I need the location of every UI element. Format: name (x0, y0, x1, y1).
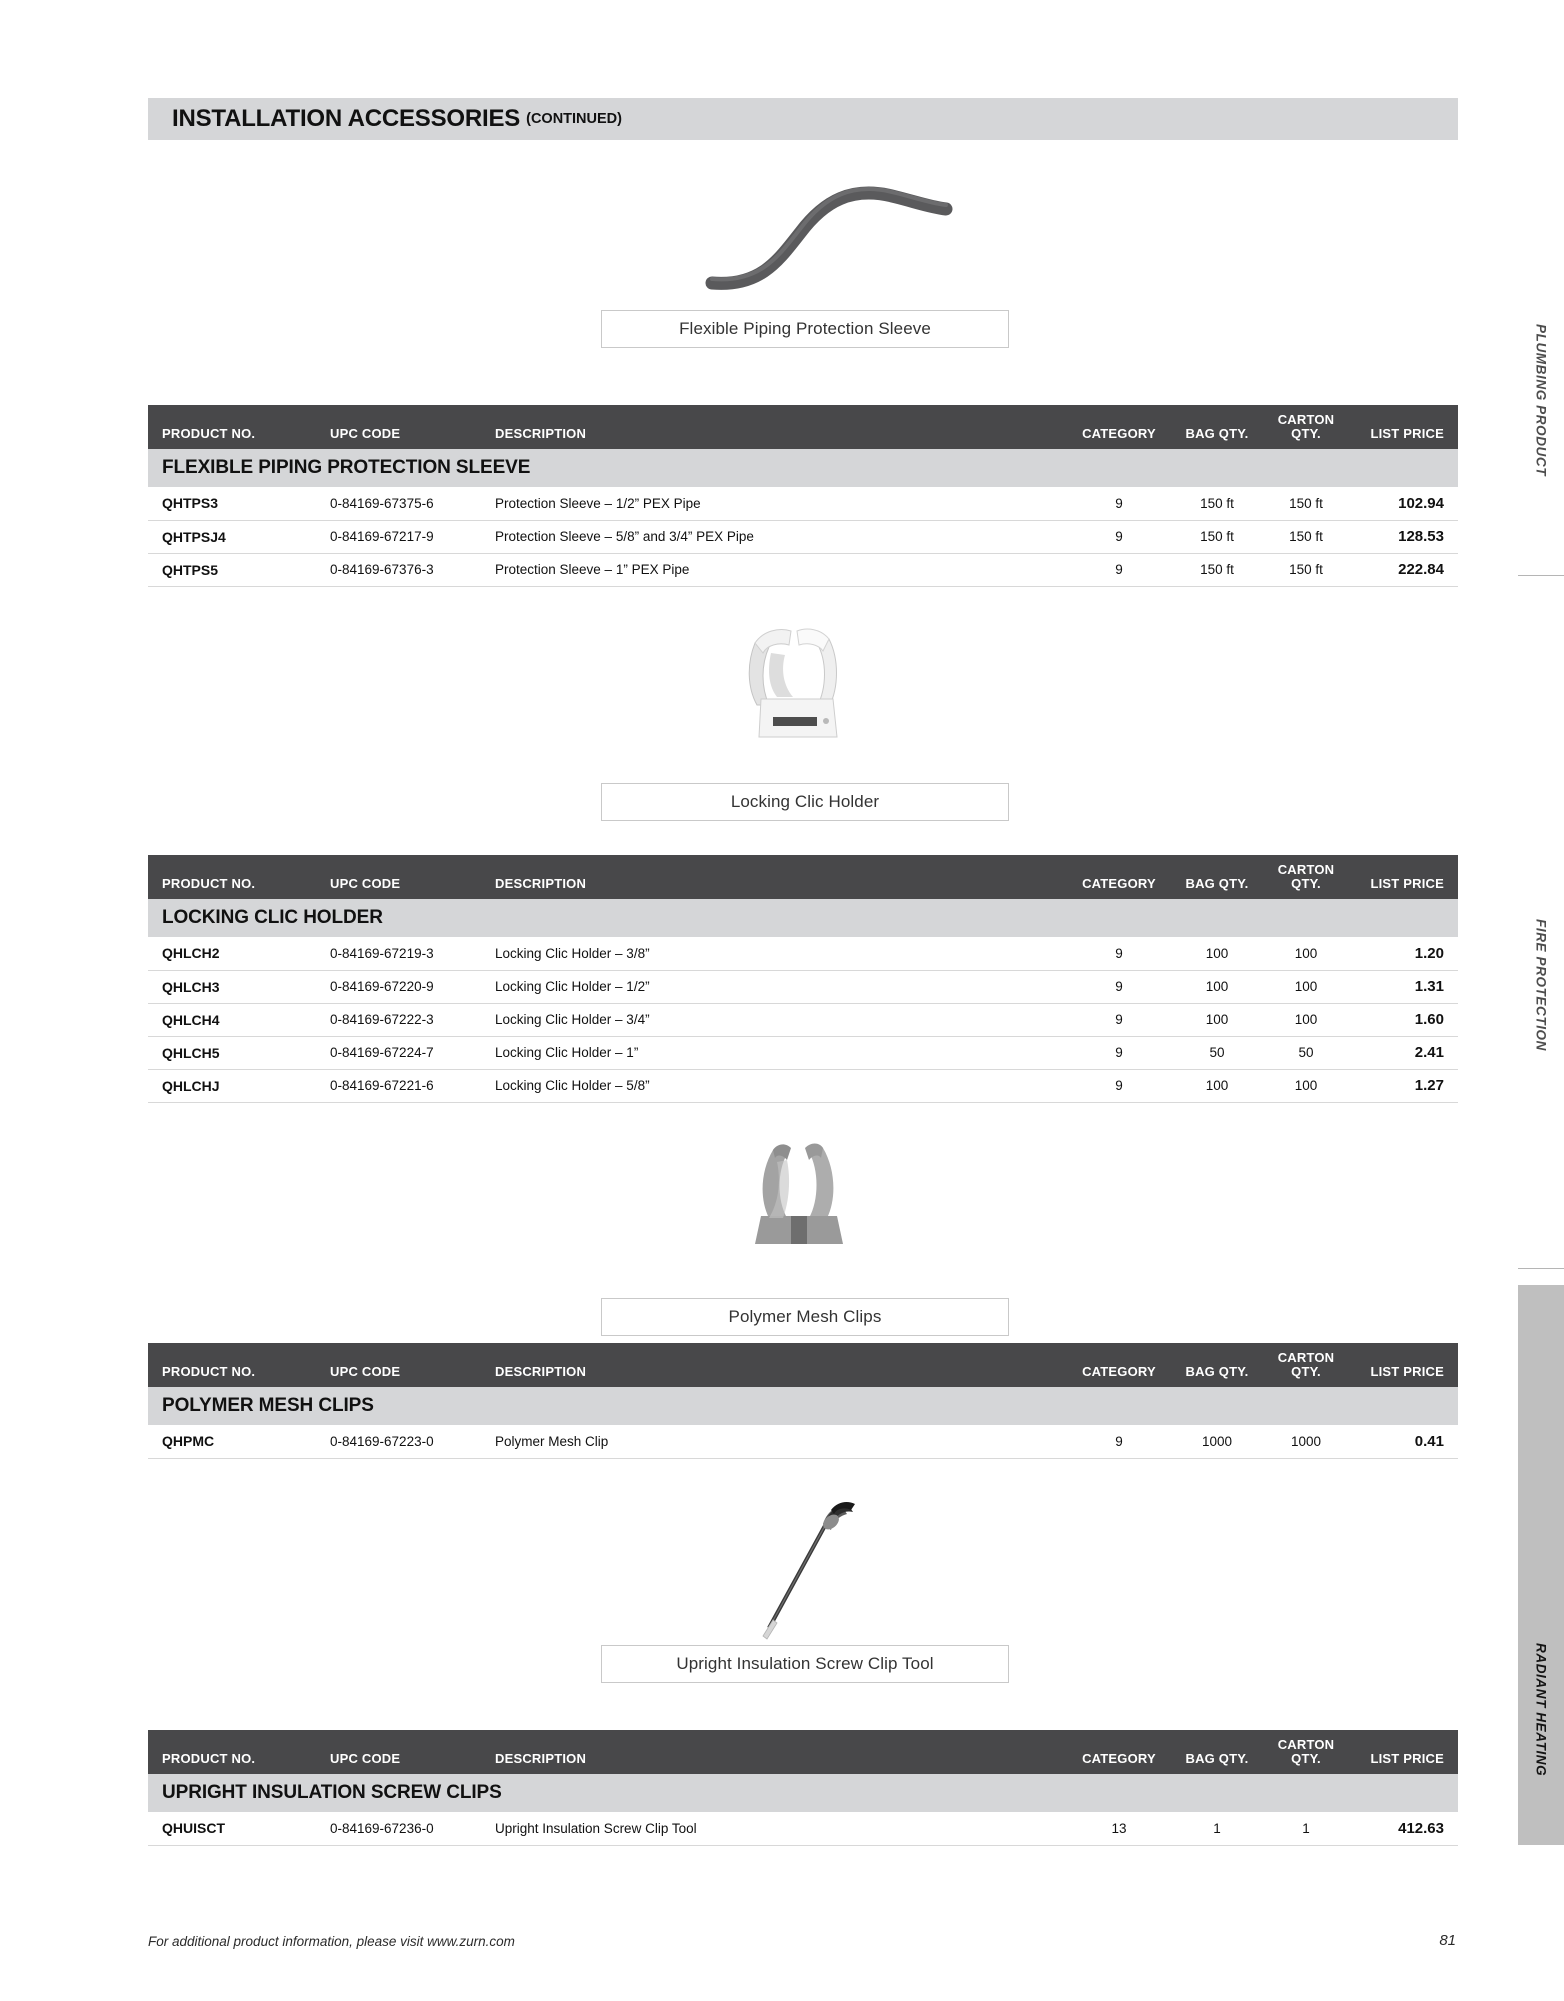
side-tab-divider (1518, 1268, 1564, 1269)
table-row[interactable] (148, 1812, 1458, 1845)
side-tab-label: PLUMBING PRODUCT (1533, 323, 1549, 477)
table-flexible-piping-protection-sleeve (148, 405, 1458, 587)
cell-product-no: QHLCH4 (148, 1003, 330, 1036)
cell-category: 9 (1065, 970, 1173, 1003)
col-product-no: PRODUCT NO. (148, 1343, 330, 1387)
side-tab-plumbing-product[interactable] (1518, 300, 1564, 500)
cell-bag-qty: 150 ft (1173, 553, 1261, 586)
table-row[interactable] (148, 1069, 1458, 1102)
cell-list-price: 102.94 (1351, 487, 1458, 520)
table-upright-insulation-screw-clips (148, 1730, 1458, 1846)
cell-description: Locking Clic Holder – 5/8” (495, 1069, 1065, 1102)
side-tab-rail (1496, 0, 1564, 2001)
cell-list-price: 128.53 (1351, 520, 1458, 553)
side-tab-fire-protection[interactable] (1518, 895, 1564, 1075)
cell-category: 9 (1065, 1069, 1173, 1102)
table-group-row (148, 899, 1458, 937)
cell-product-no: QHLCH3 (148, 970, 330, 1003)
table-row[interactable] (148, 520, 1458, 553)
cell-carton-qty: 150 ft (1261, 520, 1351, 553)
col-category: CATEGORY (1065, 1343, 1173, 1387)
table-group-row (148, 1774, 1458, 1812)
cell-carton-qty: 100 (1261, 1003, 1351, 1036)
figure-caption-box (601, 783, 1009, 821)
col-description: DESCRIPTION (495, 1343, 1065, 1387)
cell-description: Upright Insulation Screw Clip Tool (495, 1812, 1065, 1845)
col-upc-code: UPC CODE (330, 1730, 495, 1774)
cell-bag-qty: 100 (1173, 1003, 1261, 1036)
col-list-price: LIST PRICE (1351, 1343, 1458, 1387)
group-title: UPRIGHT INSULATION SCREW CLIPS (148, 1774, 1458, 1812)
cell-bag-qty: 1000 (1173, 1425, 1261, 1458)
cell-upc: 0-84169-67221-6 (330, 1069, 495, 1102)
cell-category: 13 (1065, 1812, 1173, 1845)
cell-bag-qty: 100 (1173, 1069, 1261, 1102)
table-group-row (148, 1387, 1458, 1425)
table-header-row (148, 405, 1458, 449)
cell-carton-qty: 100 (1261, 937, 1351, 970)
col-upc-code: UPC CODE (330, 405, 495, 449)
cell-description: Protection Sleeve – 1/2” PEX Pipe (495, 487, 1065, 520)
col-product-no: PRODUCT NO. (148, 405, 330, 449)
cell-upc: 0-84169-67224-7 (330, 1036, 495, 1069)
figure-caption: Flexible Piping Protection Sleeve (679, 319, 931, 338)
cell-upc: 0-84169-67219-3 (330, 937, 495, 970)
table-header-row (148, 1730, 1458, 1774)
figure-upright-insulation-screw-clip-tool (600, 1460, 1020, 1700)
cell-bag-qty: 1 (1173, 1812, 1261, 1845)
col-category: CATEGORY (1065, 405, 1173, 449)
table-row[interactable] (148, 1003, 1458, 1036)
side-tab-label: FIRE PROTECTION (1533, 918, 1549, 1051)
cell-upc: 0-84169-67376-3 (330, 553, 495, 586)
cell-category: 9 (1065, 937, 1173, 970)
footer-note: For additional product information, please visit www.zurn.com (148, 1934, 515, 1949)
figure-caption: Upright Insulation Screw Clip Tool (676, 1654, 934, 1673)
cell-bag-qty: 150 ft (1173, 520, 1261, 553)
side-tab-label: RADIANT HEATING (1533, 1643, 1549, 1777)
cell-list-price: 1.27 (1351, 1069, 1458, 1102)
table-header-row (148, 1343, 1458, 1387)
cell-upc: 0-84169-67220-9 (330, 970, 495, 1003)
cell-product-no: QHPMC (148, 1425, 330, 1458)
cell-bag-qty: 100 (1173, 970, 1261, 1003)
cell-description: Polymer Mesh Clip (495, 1425, 1065, 1458)
cell-carton-qty: 1 (1261, 1812, 1351, 1845)
upright-insulation-screw-clip-tool-image (743, 1460, 873, 1640)
group-title: LOCKING CLIC HOLDER (148, 899, 1458, 937)
col-carton-qty: CARTON QTY. (1261, 1343, 1351, 1387)
cell-carton-qty: 100 (1261, 970, 1351, 1003)
polymer-mesh-clip-image (743, 1140, 853, 1252)
cell-bag-qty: 100 (1173, 937, 1261, 970)
col-bag-qty: BAG QTY. (1173, 1730, 1261, 1774)
cell-category: 9 (1065, 1036, 1173, 1069)
side-tab-divider (1518, 575, 1564, 576)
col-bag-qty: BAG QTY. (1173, 1343, 1261, 1387)
cell-description: Locking Clic Holder – 1” (495, 1036, 1065, 1069)
flexible-sleeve-image (700, 175, 980, 295)
cell-description: Locking Clic Holder – 3/8” (495, 937, 1065, 970)
cell-upc: 0-84169-67236-0 (330, 1812, 495, 1845)
col-product-no: PRODUCT NO. (148, 855, 330, 899)
figure-caption: Polymer Mesh Clips (728, 1307, 882, 1326)
table-row[interactable] (148, 487, 1458, 520)
cell-list-price: 1.31 (1351, 970, 1458, 1003)
cell-description: Protection Sleeve – 1” PEX Pipe (495, 553, 1065, 586)
figure-caption: Locking Clic Holder (730, 792, 880, 811)
cell-list-price: 1.20 (1351, 937, 1458, 970)
table-row[interactable] (148, 970, 1458, 1003)
table-row[interactable] (148, 553, 1458, 586)
cell-carton-qty: 1000 (1261, 1425, 1351, 1458)
col-list-price: LIST PRICE (1351, 405, 1458, 449)
figure-polymer-mesh-clips (600, 1140, 1020, 1355)
table-polymer-mesh-clips (148, 1343, 1458, 1459)
col-bag-qty: BAG QTY. (1173, 405, 1261, 449)
cell-product-no: QHLCH5 (148, 1036, 330, 1069)
cell-list-price: 2.41 (1351, 1036, 1458, 1069)
cell-category: 9 (1065, 1003, 1173, 1036)
cell-list-price: 0.41 (1351, 1425, 1458, 1458)
cell-list-price: 412.63 (1351, 1812, 1458, 1845)
figure-locking-clic-holder (600, 625, 1020, 840)
figure-caption-box (601, 1298, 1009, 1336)
figure-flexible-sleeve (600, 165, 1020, 365)
col-carton-qty: CARTON QTY. (1261, 855, 1351, 899)
cell-upc: 0-84169-67217-9 (330, 520, 495, 553)
col-description: DESCRIPTION (495, 405, 1065, 449)
page-header-band (148, 98, 1458, 140)
cell-product-no: QHLCH2 (148, 937, 330, 970)
cell-list-price: 222.84 (1351, 553, 1458, 586)
cell-upc: 0-84169-67222-3 (330, 1003, 495, 1036)
cell-carton-qty: 150 ft (1261, 553, 1351, 586)
table-row[interactable] (148, 1036, 1458, 1069)
cell-description: Protection Sleeve – 5/8” and 3/4” PEX Pipe (495, 520, 1065, 553)
table-header-row (148, 855, 1458, 899)
col-bag-qty: BAG QTY. (1173, 855, 1261, 899)
page-title: INSTALLATION ACCESSORIES (172, 105, 521, 132)
col-product-no: PRODUCT NO. (148, 1730, 330, 1774)
cell-category: 9 (1065, 1425, 1173, 1458)
col-description: DESCRIPTION (495, 1730, 1065, 1774)
cell-product-no: QHTPSJ4 (148, 520, 330, 553)
page-number: 81 (1439, 1932, 1456, 1949)
cell-product-no: QHUISCT (148, 1812, 330, 1845)
cell-bag-qty: 50 (1173, 1036, 1261, 1069)
cell-carton-qty: 50 (1261, 1036, 1351, 1069)
cell-list-price: 1.60 (1351, 1003, 1458, 1036)
table-group-row (148, 449, 1458, 487)
group-title: FLEXIBLE PIPING PROTECTION SLEEVE (148, 449, 1458, 487)
cell-carton-qty: 100 (1261, 1069, 1351, 1102)
cell-product-no: QHTPS5 (148, 553, 330, 586)
table-row[interactable] (148, 937, 1458, 970)
cell-category: 9 (1065, 487, 1173, 520)
col-carton-qty: CARTON QTY. (1261, 405, 1351, 449)
col-list-price: LIST PRICE (1351, 855, 1458, 899)
cell-product-no: QHTPS3 (148, 487, 330, 520)
col-upc-code: UPC CODE (330, 855, 495, 899)
page-title-continued: (CONTINUED) (526, 110, 622, 127)
cell-description: Locking Clic Holder – 1/2” (495, 970, 1065, 1003)
side-tab-radiant-heating[interactable] (1518, 1285, 1564, 1845)
col-category: CATEGORY (1065, 1730, 1173, 1774)
cell-upc: 0-84169-67375-6 (330, 487, 495, 520)
col-list-price: LIST PRICE (1351, 1730, 1458, 1774)
table-locking-clic-holder (148, 855, 1458, 1103)
table-row[interactable] (148, 1425, 1458, 1458)
cell-description: Locking Clic Holder – 3/4” (495, 1003, 1065, 1036)
col-upc-code: UPC CODE (330, 1343, 495, 1387)
cell-category: 9 (1065, 553, 1173, 586)
cell-bag-qty: 150 ft (1173, 487, 1261, 520)
locking-clic-holder-image (733, 625, 863, 750)
col-category: CATEGORY (1065, 855, 1173, 899)
cell-upc: 0-84169-67223-0 (330, 1425, 495, 1458)
col-description: DESCRIPTION (495, 855, 1065, 899)
figure-caption-box (601, 310, 1009, 348)
col-carton-qty: CARTON QTY. (1261, 1730, 1351, 1774)
group-title: POLYMER MESH CLIPS (148, 1387, 1458, 1425)
cell-carton-qty: 150 ft (1261, 487, 1351, 520)
cell-category: 9 (1065, 520, 1173, 553)
figure-caption-box (601, 1645, 1009, 1683)
cell-product-no: QHLCHJ (148, 1069, 330, 1102)
